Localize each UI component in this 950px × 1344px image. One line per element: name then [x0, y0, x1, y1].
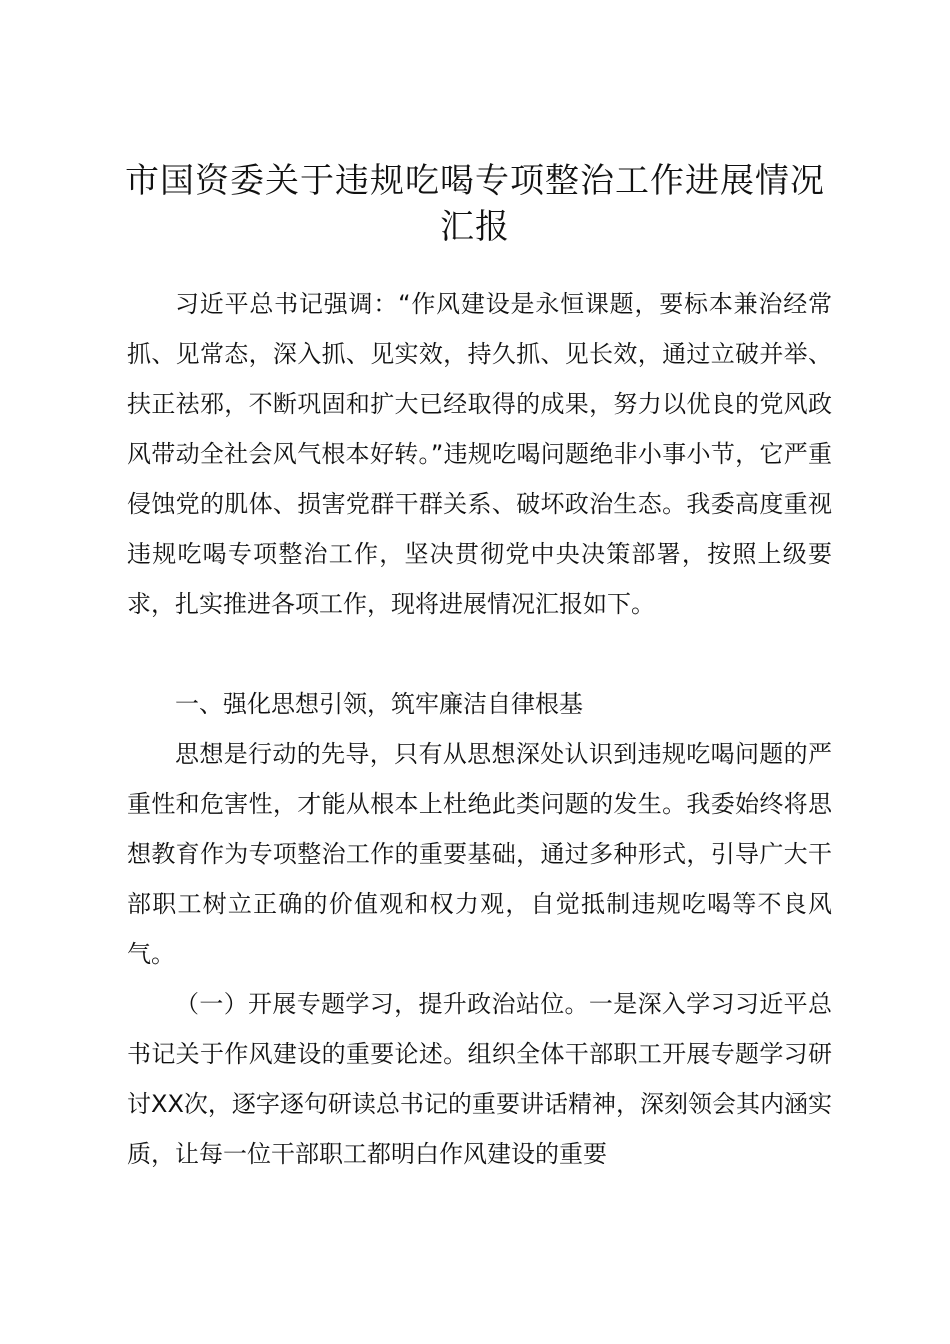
paragraph-intro: 习近平总书记强调：“作风建设是永恒课题，要标本兼治经常抓、见常态，深入抓、见实效，持久抓、见长效，通过立破并举、扶正祛邪，不断巩固和扩大已经取得的成果，努力以优良的党风政风带动全社会风气根本好转。”违规吃喝问题绝非小事小节，它严重侵蚀党的肌体、损害党群干群关系、破坏政治生态。我委高度重视违规吃喝专项整治工作，坚决贯彻党中央决策部署，按照上级要求，扎实推进各项工作，现将进展情况汇报如下。: [127, 290, 832, 618]
paragraph-section-1: 思想是行动的先导，只有从思想深处认识到违规吃喝问题的严重性和危害性，才能从根本上杜绝此类问题的发生。我委始终将思想教育作为专项整治工作的重要基础，通过多种形式，引导广大干部职工树立正确的价值观和权力观，自觉抵制违规吃喝等不良风气。: [127, 740, 832, 968]
paragraph-subsection-1: （一）开展专题学习，提升政治站位。一是深入学习习近平总书记关于作风建设的重要论述。组织全体干部职工开展专题学习研讨XX次，逐字逐句研读总书记的重要讲话精神，深刻领会其内涵实质，让每一位干部职工都明白作风建设的重要: [127, 990, 832, 1168]
section-heading-1: 一、强化思想引领，筑牢廉洁自律根基: [175, 690, 583, 718]
document-title: 市国资委关于违规吃喝专项整治工作进展情况汇报: [125, 161, 825, 247]
